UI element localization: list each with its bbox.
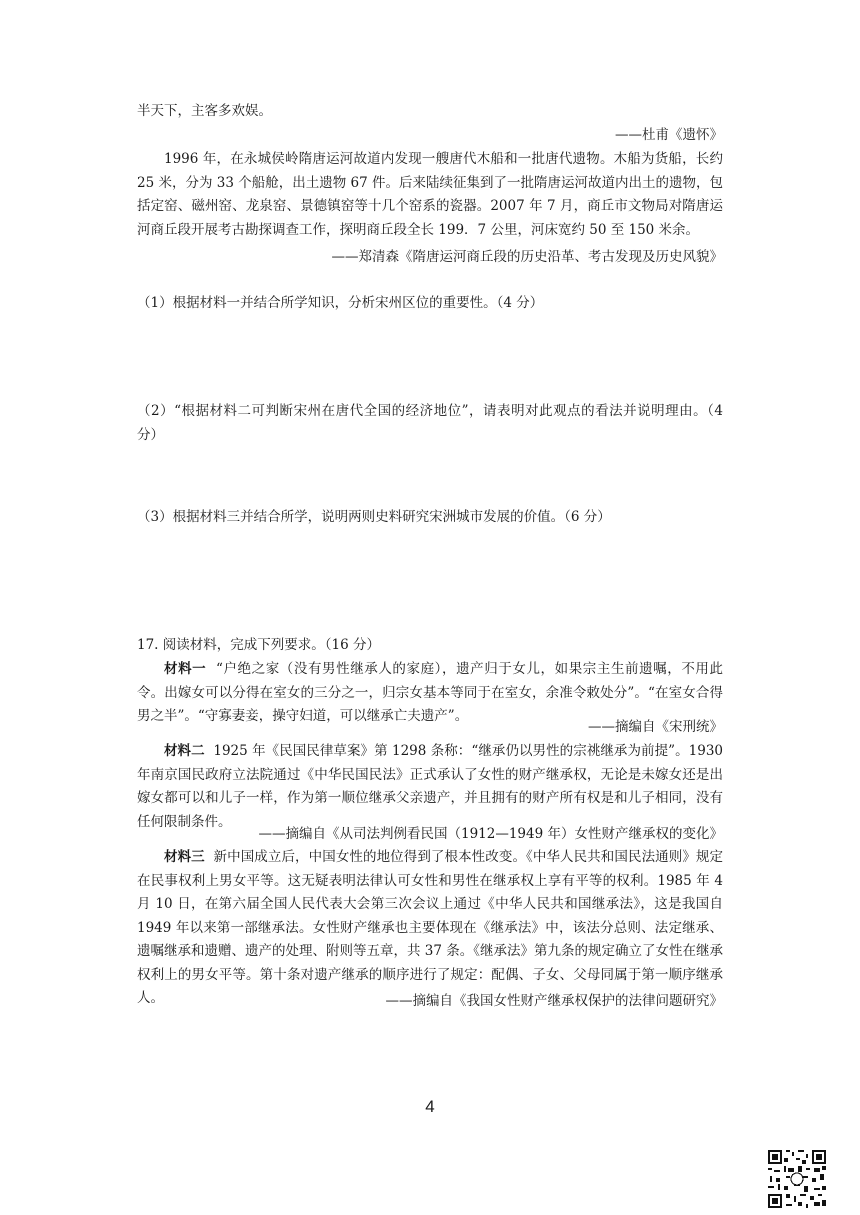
- poem-source: ——杜甫《遗怀》: [615, 127, 723, 143]
- material-three-source: ——郑清森《隋唐运河商丘段的历史沿革、考古发现及历史风貌》: [331, 249, 723, 265]
- question-1: （1）根据材料一并结合所学知识，分析宋州区位的重要性。（4 分）: [137, 295, 544, 311]
- q17-material-two: [137, 740, 723, 834]
- material-three-label: 材料三: [164, 849, 205, 865]
- poem-line: 半天下，主客多欢娱。: [137, 103, 272, 119]
- material-two-text: 1925 年《民国民律草案》第 1298 条称：“继承仍以男性的宗祧继承为前提”。1930 年南京国民政府立法院通过《中华民国民法》正式承认了女性的财产继承权，无论是未嫁女还是出嫁女都可以和儿子一样，作为第一顺位继承父亲遗产，并且拥有的财产所有权是和儿子相同，没有任何限制条件。: [137, 743, 723, 830]
- page-number: 4: [425, 1097, 435, 1116]
- material-three-text: 1996 年，在永城侯岭隋唐运河故道内发现一艘唐代木船和一批唐代遗物。木船为货船，长约 25 米，分为 33 个船舱，出土遗物 67 件。后来陆续征集到了一批隋唐运河故道内出土的遗物，包括定窑、磁州窑、龙泉窑、景德镇窑等十几个窑系的瓷器。2007 年 7 月，商丘市文物局对隋唐运河商丘段开展考古勘探调查工作，探明商丘段全长 199．7 公里，河床宽约 50 至 150 米余。: [137, 151, 723, 238]
- material-three-source-17: ——摘编自《我国女性财产继承权保护的法律问题研究》: [385, 993, 723, 1009]
- material-two-label: 材料二: [164, 743, 205, 759]
- question-3: （3）根据材料三并结合所学，说明两则史料研究宋洲城市发展的价值。（6 分）: [137, 509, 611, 525]
- question-17-heading: 17. 阅读材料，完成下列要求。（16 分）: [137, 637, 380, 653]
- qr-code-icon: [766, 1148, 828, 1210]
- material-one-text: “户绝之家（没有男性继承人的家庭），遗产归于女儿，如果宗主生前遗嘱，不用此令。出嫁女可以分得在室女的三分之一，归宗女基本等同于在室女，余准令敕处分”。“在室女合得男之半”。“守寡妻妾，操守妇道，可以继承亡夫遗产”。: [137, 661, 724, 724]
- material-one-source: ——摘编自《宋刑统》: [588, 719, 723, 735]
- material-three-text-17: 新中国成立后，中国女性的地位得到了根本性改变。《中华人民共和国民法通则》规定在民事权利上男女平等。这无疑表明法律认可女性和男性在继承权上享有平等的权利。1985 年 4 月 10 日，在第六届全国人民代表大会第三次会议上通过《中华人民共和国继承法》，这是我国自 1949 年以来第一部继承法。女性财产继承也主要体现在《继承法》中，该法分总则、法定继承、遗嘱继承和遗赠、遗产的处理、附则等五章，共 37 条。《继承法》第九条的规定确立了女性在继承权利上的男女平等。第十条对遗产继承的顺序进行了规定：配偶、子女、父母同属于第一顺序继承人。: [137, 849, 724, 1006]
- material-one-label: 材料一: [164, 661, 207, 677]
- material-two-source: ——摘编自《从司法判例看民国（1912—1949 年）女性财产继承权的变化》: [258, 826, 723, 842]
- question-2: （2）“根据材料二可判断宋州在唐代全国的经济地位”，请表明对此观点的看法并说明理由。（4 分）: [137, 403, 723, 443]
- q17-material-three: [137, 846, 723, 1011]
